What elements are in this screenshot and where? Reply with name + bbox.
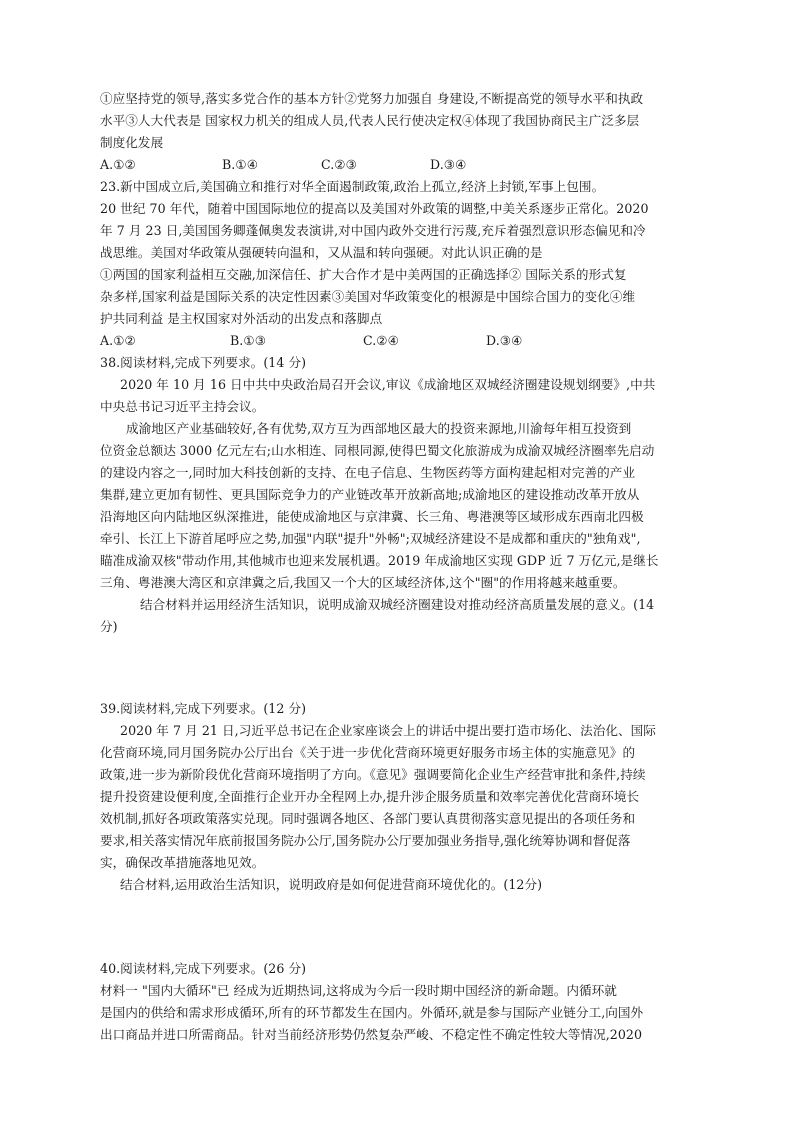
- question-38: [100, 352, 700, 638]
- question-38-paragraph: 集群,建立更加有韧性、更具国际竞争力的产业链改革开放新高地;成渝地区的建设推动改革开放从: [100, 487, 640, 502]
- option-d: D.③④: [486, 333, 523, 348]
- question-39-paragraph: 效机制,抓好各项政策落实兑现。同时强调各地区、各部门要认真贯彻落实意见提出的各项任务和: [100, 811, 636, 826]
- question-39-paragraph: 化营商环境,同月国务院办公厅出台《关于进一步优化营商环境更好服务市场主体的实施意见》的: [100, 745, 636, 760]
- question-23-text: 20 世纪 70 年代，随着中国国际地位的提高以及美国对外政策的调整,中美关系逐步正常化。2020: [100, 201, 649, 216]
- question-23-text: 战思维。美国对华政策从强硬转向温和，又从温和转向强硬。对此认识正确的是: [100, 245, 543, 260]
- question-39-paragraph: 实，确保改革措施落地见效。: [100, 855, 265, 870]
- question-23-statement: 杂多样,国家利益是国际关系的决定性因素③美国对华政策变化的根源是中国综合国力的变化④维: [100, 289, 636, 304]
- question-23-text: 年 7 月 23 日,美国国务卿蓬佩奥发表演讲,对中国内政外交进行污蔑,充斥着强烈意识形态偏见和冷: [100, 223, 646, 238]
- question-38-paragraph: 三角、粤港澳大湾区和京津冀之后,我国又一个大的区域经济体,这个"圈"的作用将越来越重要。: [100, 575, 626, 590]
- answer-space: [100, 638, 700, 698]
- question-39-paragraph: 2020 年 7 月 21 日,习近平总书记在企业家座谈会上的讲话中提出要打造市场化、法治化、国际: [120, 723, 656, 738]
- prev-question-options: [100, 154, 700, 176]
- question-38-paragraph: 中央总书记习近平主持会议。: [100, 399, 265, 414]
- question-38-task: 分): [100, 619, 118, 634]
- option-c: C.②③: [321, 157, 357, 172]
- option-b: B.①③: [230, 333, 267, 348]
- question-23: [100, 176, 700, 352]
- question-39: [100, 698, 700, 896]
- question-38-paragraph: 的建设内容之一,同时加大科技创新的支持、在电子信息、生物医药等方面构建起相对完善的产业: [100, 465, 636, 480]
- exam-page: [100, 88, 700, 1046]
- question-38-paragraph: 位资金总额达 3000 亿元左右;山水相连、同根同源,使得巴蜀文化旅游成为成渝双城经济圈率先启动: [100, 443, 655, 458]
- option-d: D.③④: [430, 157, 467, 172]
- prev-question-statements: [100, 88, 700, 154]
- question-38-paragraph: 2020 年 10 月 16 日中共中央政治局召开会议,审议《成渝地区双城经济圈建设规划纲要》,中共: [120, 377, 656, 392]
- question-40-material-1: 是国内的供给和需求形成循环,所有的环节都发生在国内。外循环,就是参与国际产业链分工,向国外: [100, 1005, 644, 1020]
- question-38-paragraph: 成渝地区产业基础较好,各有优势,双方互为西部地区最大的投资来源地,川渝每年相互投资到: [126, 421, 632, 436]
- question-23-statement: ①两国的国家利益相互交融,加深信任、扩大合作才是中美两国的正确选择② 国际关系的形式复: [100, 267, 627, 282]
- option-a: A.①②: [100, 333, 136, 348]
- question-39-paragraph: 要求,相关落实情况年底前报国务院办公厅,国务院办公厅要加强业务指导,强化统筹协调和督促落: [100, 833, 631, 848]
- question-23-stem: 23.新中国成立后,美国确立和推行对华全面遏制政策,政治上孤立,经济上封锁,军事上包围。: [100, 179, 605, 194]
- question-40-material-1: 出口商品并进口所需商品。针对当前经济形势仍然复杂严峻、不稳定性不确定性较大等情况,2020: [100, 1027, 643, 1042]
- question-38-heading: 38.阅读材料,完成下列要求。(14 分): [100, 355, 307, 370]
- question-39-paragraph: 提升投资建设便利度,全面推行企业开办全程网上办,提升涉企服务质量和效率完善优化营商环境长: [100, 789, 640, 804]
- question-39-heading: 39.阅读材料,完成下列要求。(12 分): [100, 701, 307, 716]
- question-38-paragraph: 瞄准成渝双核"带动作用,其他城市也迎来发展机遇。2019 年成渝地区实现 GDP 近 7 万亿元,是继长: [100, 553, 659, 568]
- question-39-task: 结合材料,运用政治生活知识，说明政府是如何促进营商环境优化的。(12分): [120, 877, 543, 892]
- question-23-options: [100, 330, 700, 352]
- question-39-paragraph: 政策,进一步为新阶段优化营商环境指明了方向。《意见》强调要简化企业生产经营审批和条件,持续: [100, 767, 646, 782]
- question-23-statement: 护共同利益 是主权国家对外活动的出发点和落脚点: [100, 311, 383, 326]
- statement-line: 水平③人大代表是 国家权力机关的组成人员,代表人民行使决定权④体现了我国协商民主广泛多层: [100, 113, 640, 128]
- answer-space: [100, 896, 700, 958]
- question-38-paragraph: 牵引、长江上下游首尾呼应之势,加强"内联"提升"外畅";双城经济建设不是成都和重庆的"独角戏",: [100, 531, 641, 546]
- option-a: A.①②: [100, 157, 136, 172]
- question-38-paragraph: 沿海地区向内陆地区纵深推进，能使成渝地区与京津冀、长三角、粤港澳等区域形成东西南北四极: [100, 509, 644, 524]
- question-40-material-1: 材料一 "国内大循环"已 经成为近期热词,这将成为今后一段时期中国经济的新命题。内循环就: [100, 983, 617, 998]
- question-40: [100, 958, 700, 1046]
- statement-line: 制度化发展: [100, 135, 164, 150]
- option-b: B.①④: [222, 157, 259, 172]
- option-c: C.②④: [363, 333, 399, 348]
- question-40-heading: 40.阅读材料,完成下列要求。(26 分): [100, 961, 307, 976]
- question-38-task: 结合材料并运用经济生活知识，说明成渝双城经济圈建设对推动经济高质量发展的意义。(14: [140, 597, 655, 612]
- statement-line: ①应坚持党的领导,落实多党合作的基本方针②党努力加强自 身建设,不断提高党的领导水平和执政: [100, 91, 644, 106]
